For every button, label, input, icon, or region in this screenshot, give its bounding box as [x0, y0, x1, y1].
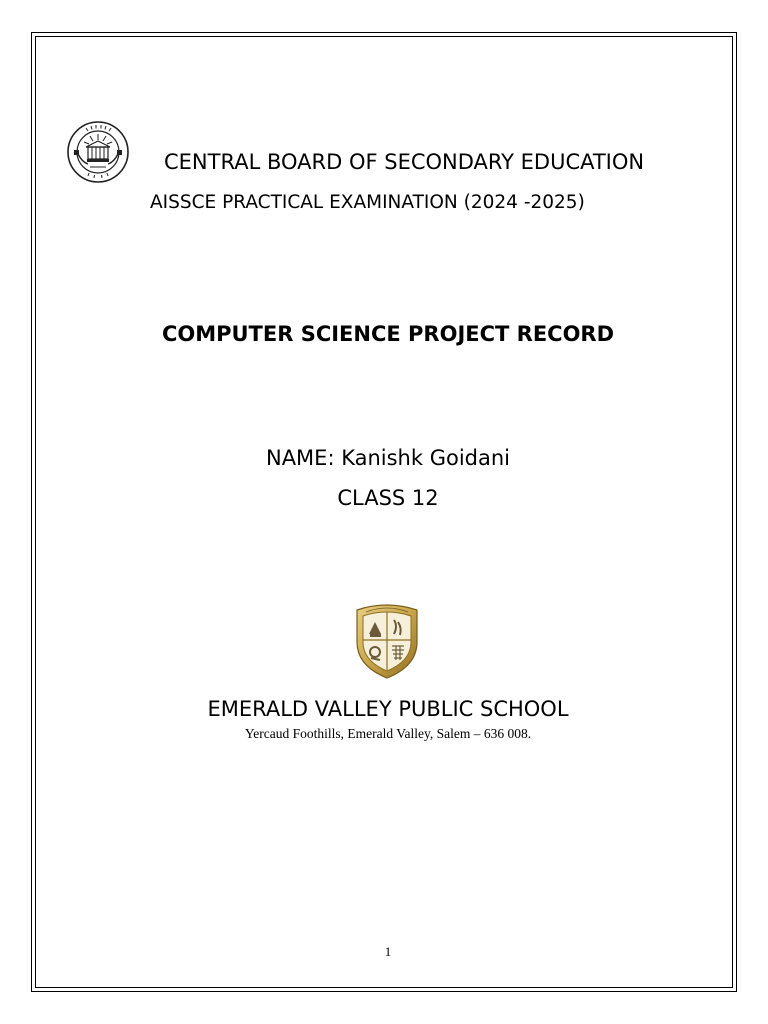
project-title: COMPUTER SCIENCE PROJECT RECORD [161, 322, 615, 346]
student-class: CLASS 12 [337, 486, 439, 510]
page-border-inner [35, 36, 733, 988]
page-number: 1 [384, 944, 392, 959]
student-name: NAME: Kanishk Goidani [265, 446, 510, 470]
exam-title: AISSCE PRACTICAL EXAMINATION (2024 -2025) [150, 192, 585, 213]
school-crest-icon [352, 600, 422, 680]
school-name: EMERALD VALLEY PUBLIC SCHOOL [207, 697, 569, 721]
board-title: CENTRAL BOARD OF SECONDARY EDUCATION [164, 150, 645, 174]
school-address: Yercaud Foothills, Emerald Valley, Salem – 636 008. [244, 726, 532, 741]
